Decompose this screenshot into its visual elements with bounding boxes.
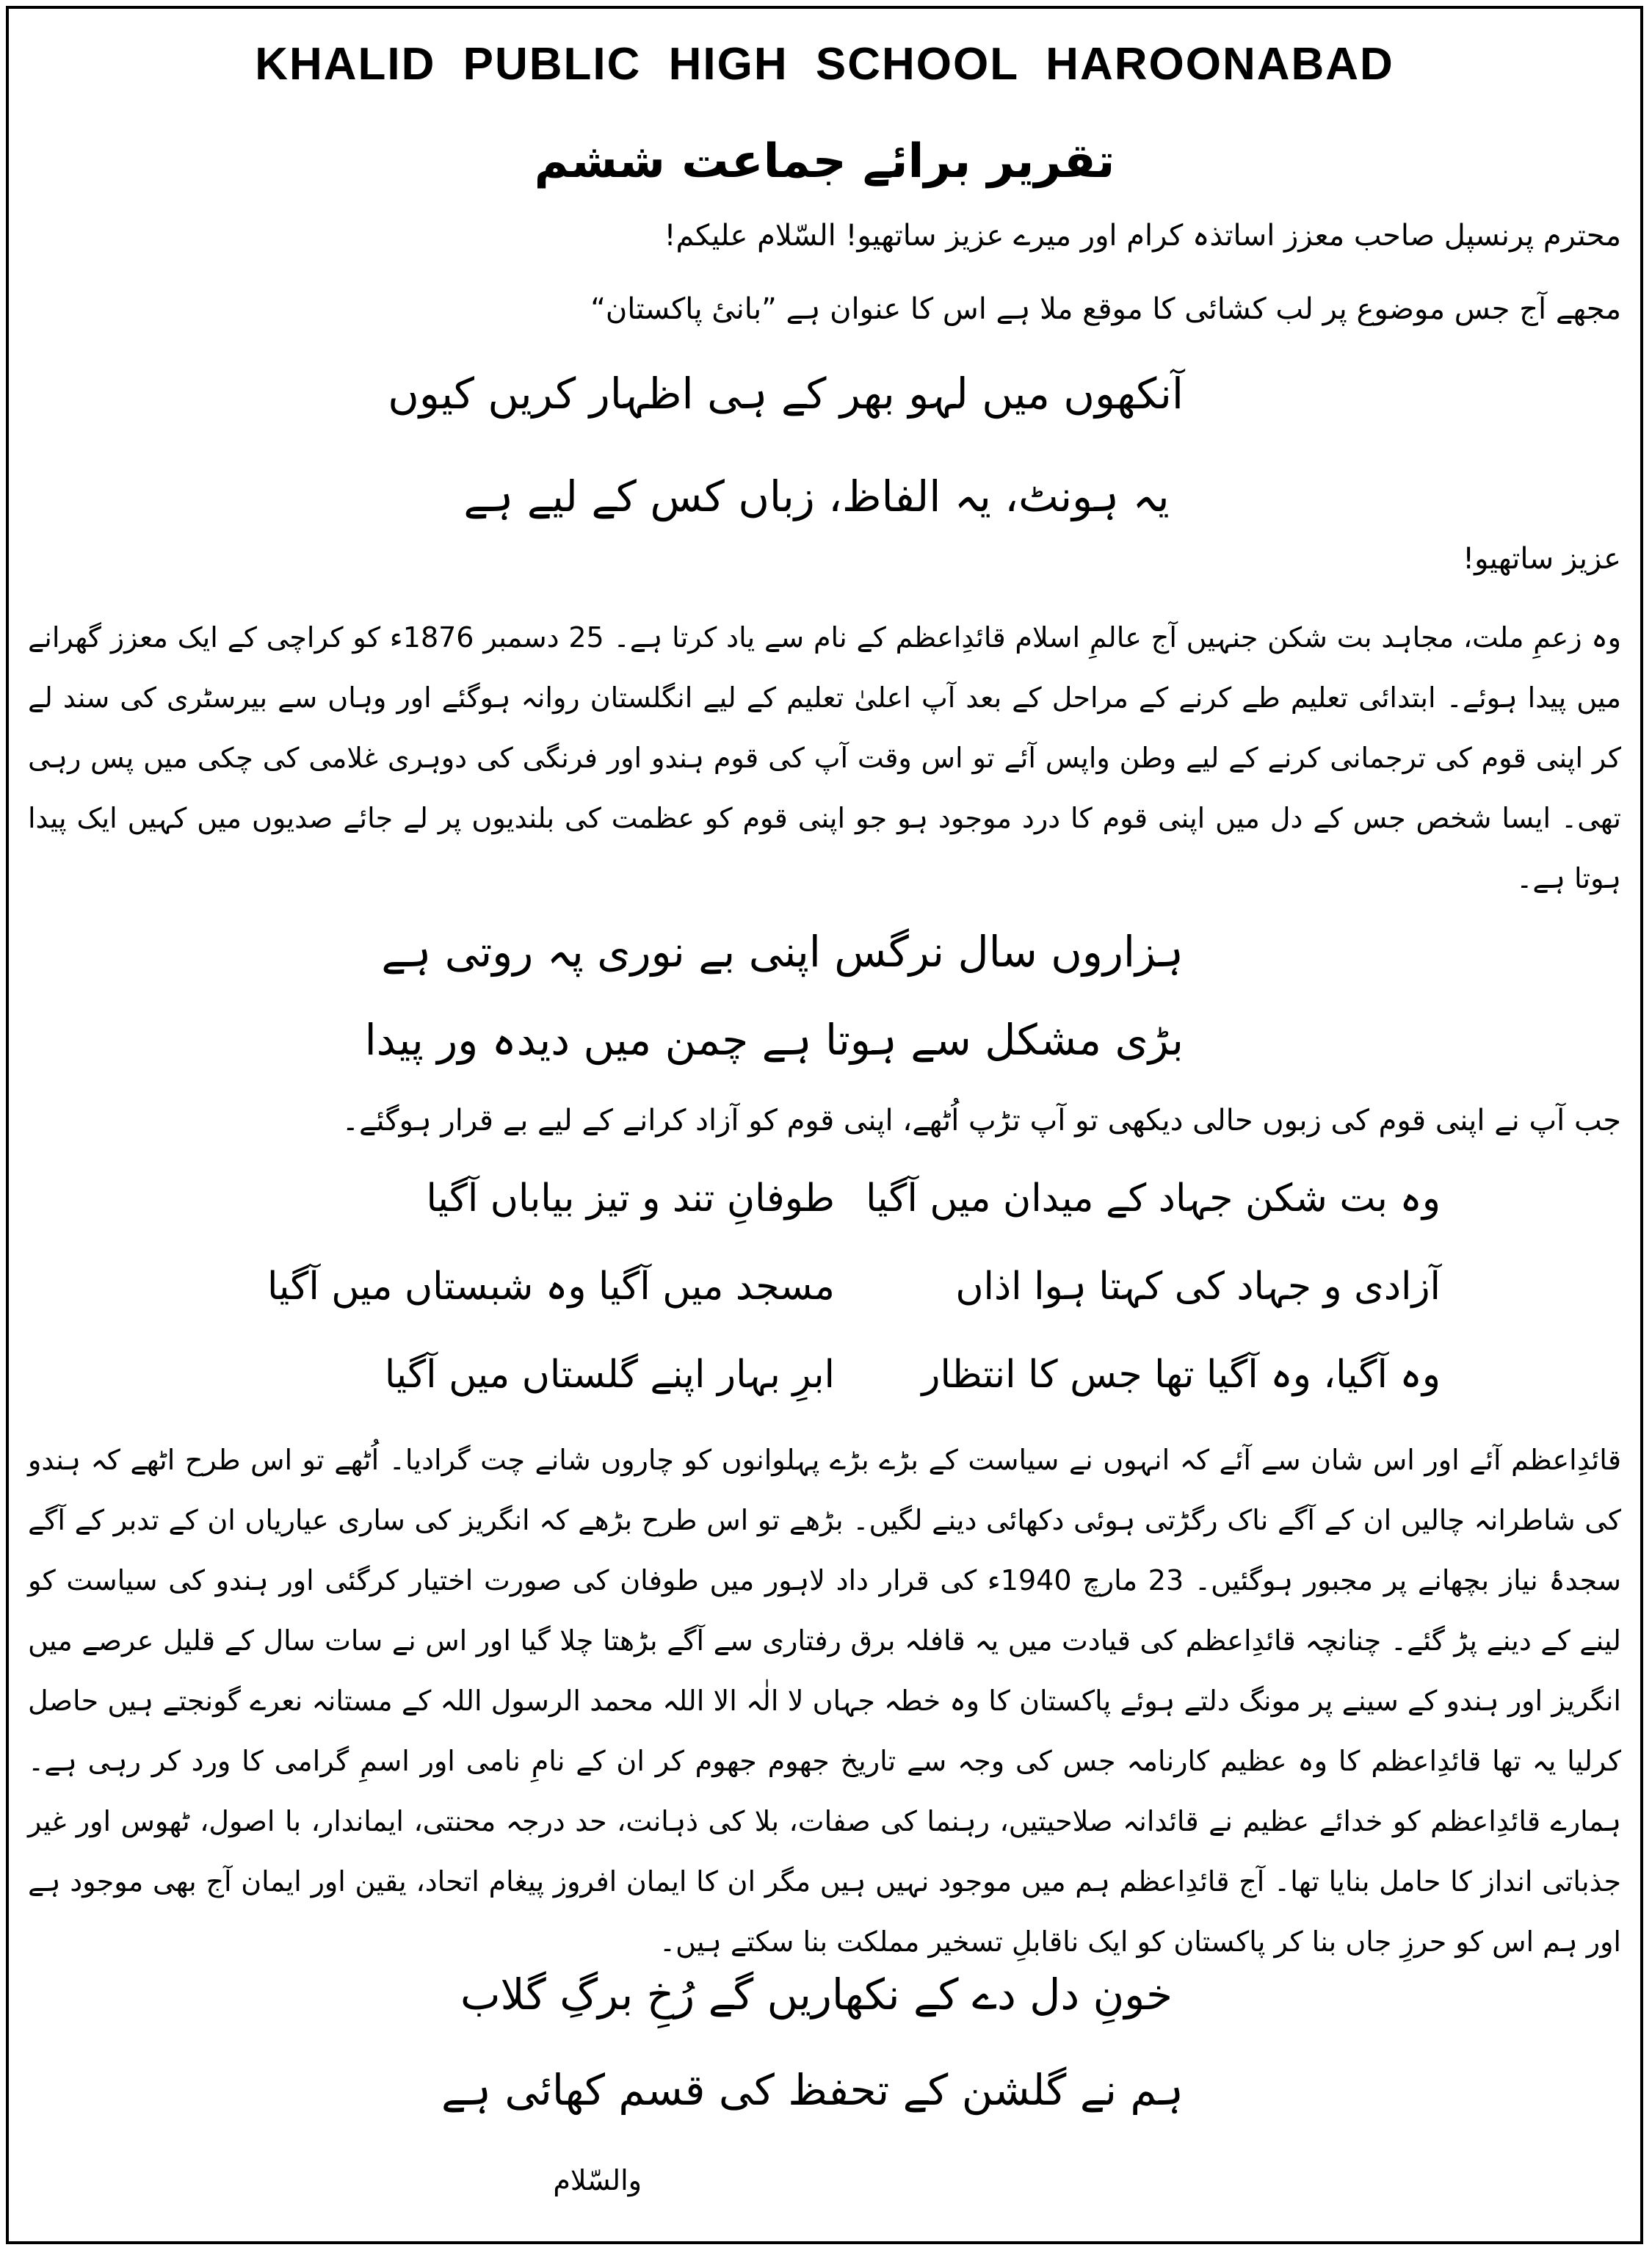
poem-line: طوفانِ تند و تیز بیاباں آگیا xyxy=(426,1176,835,1220)
verse1-line2: یہ ہونٹ، یہ الفاظ، زباں کس کے لیے ہے xyxy=(463,471,1170,521)
poem-line: آزادی و جہاد کی کہتا ہوا اذاں xyxy=(955,1265,1441,1309)
greeting-line: محترم پرنسپل صاحب معزز اساتذہ کرام اور میرے عزیز ساتھیو! السّلام علیکم! xyxy=(664,219,1621,253)
poem-line: ابرِ بہار اپنے گلستاں میں آگیا xyxy=(384,1353,835,1397)
closing-salutation: والسّلام xyxy=(553,2164,642,2196)
speech-page xyxy=(6,6,1643,2244)
verse2-line2: بڑی مشکل سے ہوتا ہے چمن میں دیدہ ور پیدا xyxy=(364,1015,1184,1065)
poem-line: وہ بت شکن جہاد کے میدان میں آگیا xyxy=(866,1176,1441,1220)
topic-line: مجھے آج جس موضوع پر لب کشائی کا موقع ملا ہے اس کا عنوان ہے ”بانیٔ پاکستان“ xyxy=(590,292,1621,326)
verse3-line2: ہم نے گلشن کے تحفظ کی قسم کھائی ہے xyxy=(441,2065,1184,2115)
verse2-line1: ہزاروں سال نرگس اپنی بے نوری پہ روتی ہے xyxy=(381,927,1184,977)
paragraph-birth-education: وہ زعمِ ملت، مجاہد بت شکن جنہیں آج عالمِ اسلام قائدِاعظم کے نام سے یاد کرتا ہے۔ 25 دسمبر 1876ء کو کراچی کے ایک معزز گھرانے میں پیدا ہوئے۔ ابتدائی تعلیم طے کرنے کے مراحل کے بعد آپ اعلیٰ تعلیم کے لیے انگلستان روانہ ہوگئے اور وہاں سے بیرسٹری کی سند لے کر اپنی قوم کی ترجمانی کرنے کے لیے وطن واپس آئے تو اس وقت آپ کی قوم ہندو اور فرنگی کی دوہری غلامی کی چکی میں پس رہی تھی۔ ایسا شخص جس کے دل میں اپنی قوم کا درد موجود ہو جو اپنی قوم کو عظمت کی بلندیوں پر لے جائے صدیوں میں کہیں ایک پیدا ہوتا ہے۔ xyxy=(28,621,1621,894)
school-name-header: KHALID PUBLIC HIGH SCHOOL HAROONABAD xyxy=(255,39,1394,90)
speech-title: تقریر برائے جماعت ششم xyxy=(534,134,1115,189)
paragraph-pakistan-movement: قائدِاعظم آئے اور اس شان سے آئے کہ انہوں نے سیاست کے بڑے بڑے پہلوانوں کو چاروں شانے چت گرادیا۔ اُٹھے تو اس طرح اٹھے کہ ہندو کی شاطرانہ چالیں ان کے آگے ناک رگڑتی ہوئی دکھائی دینے لگیں۔ بڑھے تو اس طرح بڑھے کہ انگریز کی ساری عیاریاں ان کے تدبر کے آگے سجدۂ نیاز بچھانے پر مجبور ہوگئیں۔ 23 مارچ 1940ء کی قرار داد لاہور میں طوفان کی صورت اختیار کرگئی اور ہندو کی سیاست کو لینے کے دینے پڑ گئے۔ چنانچہ قائدِاعظم کی قیادت میں یہ قافلہ برق رفتاری سے آگے بڑھتا چلا گیا اور اس نے سات سال کے قلیل عرصے میں انگریز اور ہندو کے سینے پر مونگ دلتے ہوئے پاکستان کا وہ خطہ جہاں لا الٰہ الا اللہ محمد الرسول اللہ کے مستانہ نعرے گونجتے ہیں حاصل کرلیا یہ تھا قائدِاعظم کا وہ عظیم کارنامہ جس کی وجہ سے تاریخ جھوم جھوم کر ان کے نامِ نامی اور اسمِ گرامی کا ورد کر رہی ہے۔ ہمارے قائدِاعظم کو خدائے عظیم نے قائدانہ صلاحیتیں، رہنما کی صفات، بلا کی ذہانت، حد درجہ محنتی، ایماندار، با اصول، ٹھوس اور غیر جذباتی انداز کا حامل بنایا تھا۔ آج قائدِاعظم ہم میں موجود نہیں ہیں مگر ان کا ایمان افروز پیغام اتحاد، یقین اور ایمان آج بھی موجود ہے اور ہم اس کو حرزِ جاں بنا کر پاکستان کو ایک ناقابلِ تسخیر مملکت بنا سکتے ہیں۔ xyxy=(28,1444,1621,1958)
verse3-line1: خونِ دل دے کے نکھاریں گے رُخِ برگِ گلاب xyxy=(460,1970,1173,2019)
poem-line: مسجد میں آگیا وہ شبستاں میں آگیا xyxy=(267,1265,835,1309)
verse1-line1: آنکھوں میں لہو بھر کے ہی اظہار کریں کیوں xyxy=(388,369,1184,419)
poem-line: وہ آگیا، وہ آگیا تھا جس کا انتظار xyxy=(921,1353,1441,1397)
poem-grid xyxy=(229,1176,1441,1397)
transition-line: جب آپ نے اپنی قوم کی زبوں حالی دیکھی تو آپ تڑپ اُٹھے، اپنی قوم کو آزاد کرانے کے لیے بے قرار ہوگئے۔ xyxy=(341,1104,1621,1138)
address-line: عزیز ساتھیو! xyxy=(1463,542,1621,576)
